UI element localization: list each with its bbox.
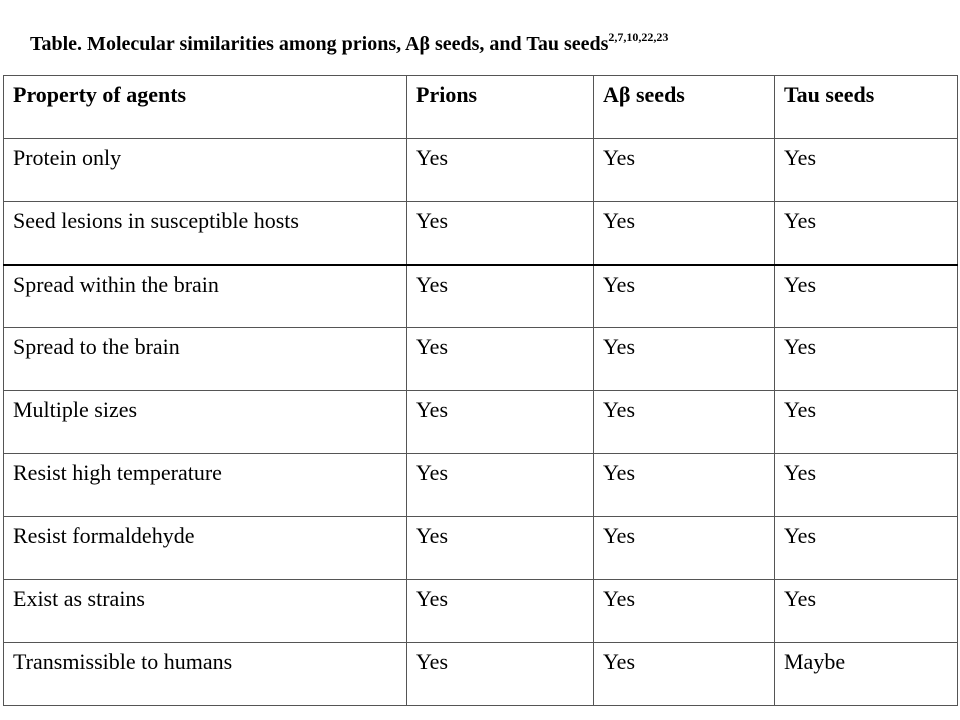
caption-text: Table. Molecular similarities among prions, Aβ seeds, and Tau seeds — [30, 33, 609, 55]
table-row — [4, 202, 958, 265]
abeta-cell: Yes — [594, 202, 775, 265]
prions-cell: Yes — [407, 643, 594, 706]
prions-cell: Yes — [407, 517, 594, 580]
prions-cell: Yes — [407, 454, 594, 517]
table-caption — [30, 22, 668, 59]
table-header-row — [4, 76, 958, 139]
header-tau-seeds: Tau seeds — [775, 76, 958, 139]
tau-cell: Yes — [775, 517, 958, 580]
tau-cell: Yes — [775, 328, 958, 391]
property-cell: Multiple sizes — [4, 391, 407, 454]
prions-cell: Yes — [407, 580, 594, 643]
property-cell: Exist as strains — [4, 580, 407, 643]
header-prions: Prions — [407, 76, 594, 139]
tau-cell: Yes — [775, 265, 958, 328]
table-row — [4, 580, 958, 643]
property-cell: Seed lesions in susceptible hosts — [4, 202, 407, 265]
abeta-cell: Yes — [594, 454, 775, 517]
tau-cell: Yes — [775, 202, 958, 265]
property-cell: Protein only — [4, 139, 407, 202]
table-row — [4, 139, 958, 202]
property-cell: Spread within the brain — [4, 265, 407, 328]
table-row — [4, 391, 958, 454]
abeta-cell: Yes — [594, 391, 775, 454]
table-row — [4, 517, 958, 580]
table-row — [4, 454, 958, 517]
abeta-cell: Yes — [594, 139, 775, 202]
table-row — [4, 265, 958, 328]
tau-cell: Yes — [775, 391, 958, 454]
caption-references: 2,7,10,22,23 — [608, 30, 669, 44]
similarity-table — [3, 75, 958, 706]
abeta-cell: Yes — [594, 643, 775, 706]
property-cell: Resist formaldehyde — [4, 517, 407, 580]
prions-cell: Yes — [407, 139, 594, 202]
tau-cell: Yes — [775, 454, 958, 517]
abeta-cell: Yes — [594, 265, 775, 328]
table-row — [4, 328, 958, 391]
tau-cell: Yes — [775, 580, 958, 643]
tau-cell: Yes — [775, 139, 958, 202]
property-cell: Spread to the brain — [4, 328, 407, 391]
abeta-cell: Yes — [594, 580, 775, 643]
header-property: Property of agents — [4, 76, 407, 139]
abeta-cell: Yes — [594, 328, 775, 391]
header-abeta-seeds: Aβ seeds — [594, 76, 775, 139]
prions-cell: Yes — [407, 328, 594, 391]
prions-cell: Yes — [407, 265, 594, 328]
prions-cell: Yes — [407, 391, 594, 454]
prions-cell: Yes — [407, 202, 594, 265]
property-cell: Resist high temperature — [4, 454, 407, 517]
abeta-cell: Yes — [594, 517, 775, 580]
tau-cell: Maybe — [775, 643, 958, 706]
table-row — [4, 643, 958, 706]
property-cell: Transmissible to humans — [4, 643, 407, 706]
